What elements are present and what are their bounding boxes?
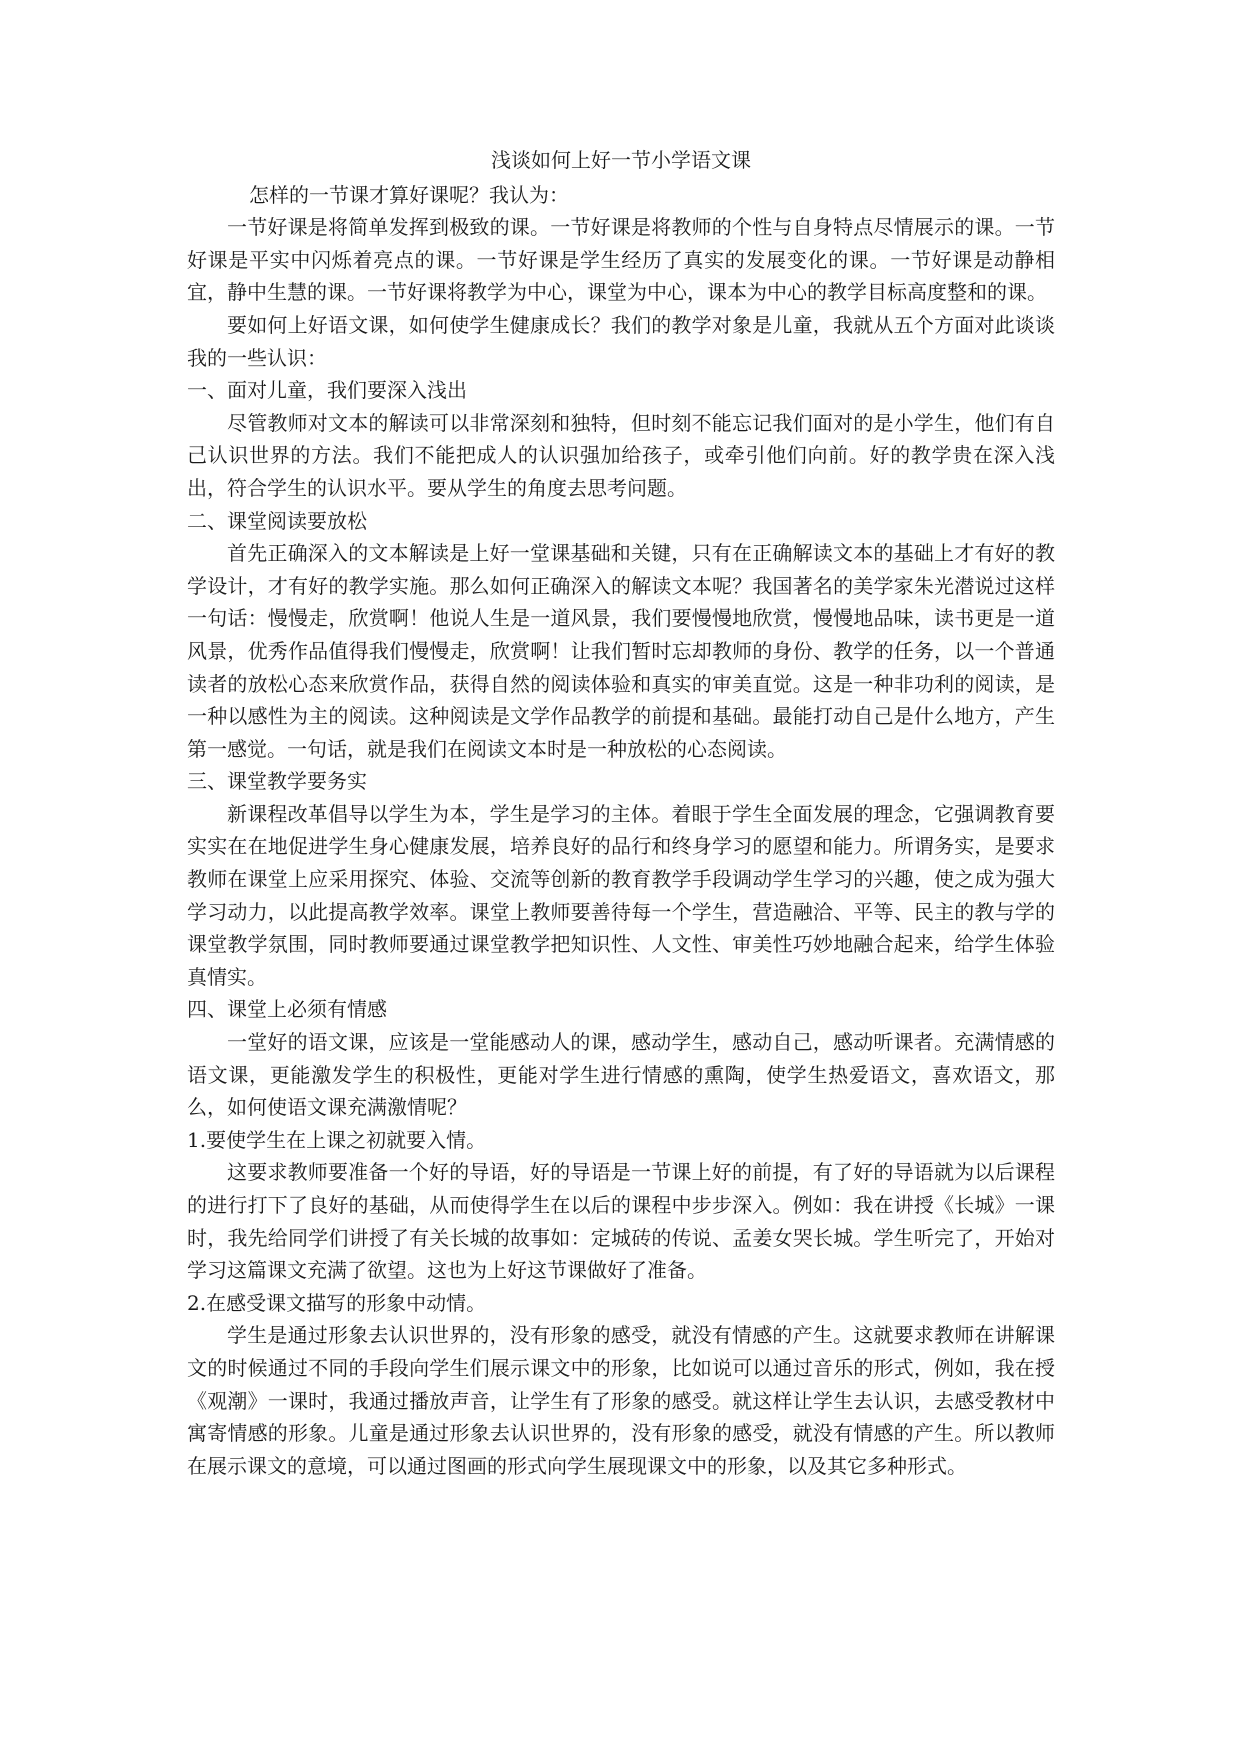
paragraph-how-to-teach: 要如何上好语文课，如何使学生健康成长？我们的教学对象是儿童，我就从五个方面对此谈谈我的一些认识： <box>187 312 1055 370</box>
section-heading-4: 四、课堂上必须有情感 <box>187 997 387 1022</box>
section-heading-3: 三、课堂教学要务实 <box>187 769 367 794</box>
intro-line: 怎样的一节课才算好课呢？我认为： <box>249 182 569 207</box>
section-3-paragraph: 新课程改革倡导以学生为本，学生是学习的主体。着眼于学生全面发展的理念，它强调教育要实实在在地促进学生身心健康发展，培养良好的品行和终身学习的愿望和能力。所谓务实，是要求教师在课堂上应采用探究、体验、交流等创新的教育教学手段调动学生学习的兴趣，使之成为强大学习动力，以此提高教学效率。课堂上教师要善待每一个学生，营造融洽、平等、民主的教与学的课堂教学氛围，同时教师要通过课堂教学把知识性、人文性、审美性巧妙地融合起来，给学生体验真情实。 <box>187 801 1055 989</box>
subheading-1: 1.要使学生在上课之初就要入情。 <box>187 1127 487 1152</box>
section-2-paragraph: 首先正确深入的文本解读是上好一堂课基础和关键，只有在正确解读文本的基础上才有好的教学设计，才有好的教学实施。那么如何正确深入的解读文本呢？我国著名的美学家朱光潜说过这样一句话：慢慢走，欣赏啊！他说人生是一道风景，我们要慢慢地欣赏，慢慢地品味，读书更是一道风景，优秀作品值得我们慢慢走，欣赏啊！让我们暂时忘却教师的身份、教学的任务，以一个普通读者的放松心态来欣赏作品，获得自然的阅读体验和真实的审美直觉。这是一种非功利的阅读，是一种以感性为主的阅读。这种阅读是文学作品教学的前提和基础。最能打动自己是什么地方，产生第一感觉。一句话，就是我们在阅读文本时是一种放松的心态阅读。 <box>187 541 1055 761</box>
paragraph-good-lesson: 一节好课是将简单发挥到极致的课。一节好课是将教师的个性与自身特点尽情展示的课。一节好课是平实中闪烁着亮点的课。一节好课是学生经历了真实的发展变化的课。一节好课是动静相宜，静中生慧的课。一节好课将教学为中心，课堂为中心，课本为中心的教学目标高度整和的课。 <box>187 215 1055 305</box>
subsection-1-paragraph: 这要求教师要准备一个好的导语，好的导语是一节课上好的前提，有了好的导语就为以后课程的进行打下了良好的基础，从而使得学生在以后的课程中步步深入。例如：我在讲授《长城》一课时，我先给同学们讲授了有关长城的故事如：定城砖的传说、孟姜女哭长城。学生听完了，开始对学习这篇课文充满了欲望。这也为上好这节课做好了准备。 <box>187 1160 1055 1283</box>
document-title: 浅谈如何上好一节小学语文课 <box>491 148 751 172</box>
section-heading-2: 二、课堂阅读要放松 <box>187 508 367 533</box>
subheading-2: 2.在感受课文描写的形象中动情。 <box>187 1290 487 1315</box>
document-page <box>187 144 1055 1482</box>
section-4-paragraph: 一堂好的语文课，应该是一堂能感动人的课，感动学生，感动自己，感动听课者。充满情感的语文课，更能激发学生的积极性，更能对学生进行情感的熏陶，使学生热爱语文，喜欢语文，那么，如何使语文课充满激情呢？ <box>187 1030 1055 1120</box>
subsection-2-paragraph: 学生是通过形象去认识世界的，没有形象的感受，就没有情感的产生。这就要求教师在讲解课文的时候通过不同的手段向学生们展示课文中的形象，比如说可以通过音乐的形式，例如，我在授《观潮》一课时，我通过播放声音，让学生有了形象的感受。就这样让学生去认识，去感受教材中寓寄情感的形象。儿童是通过形象去认识世界的，没有形象的感受，就没有情感的产生。所以教师在展示课文的意境，可以通过图画的形式向学生展现课文中的形象，以及其它多种形式。 <box>187 1323 1055 1478</box>
section-heading-1: 一、面对儿童，我们要深入浅出 <box>187 378 467 403</box>
section-1-paragraph: 尽管教师对文本的解读可以非常深刻和独特，但时刻不能忘记我们面对的是小学生，他们有自己认识世界的方法。我们不能把成人的认识强加给孩子，或牵引他们向前。好的教学贵在深入浅出，符合学生的认识水平。要从学生的角度去思考问题。 <box>187 410 1055 500</box>
